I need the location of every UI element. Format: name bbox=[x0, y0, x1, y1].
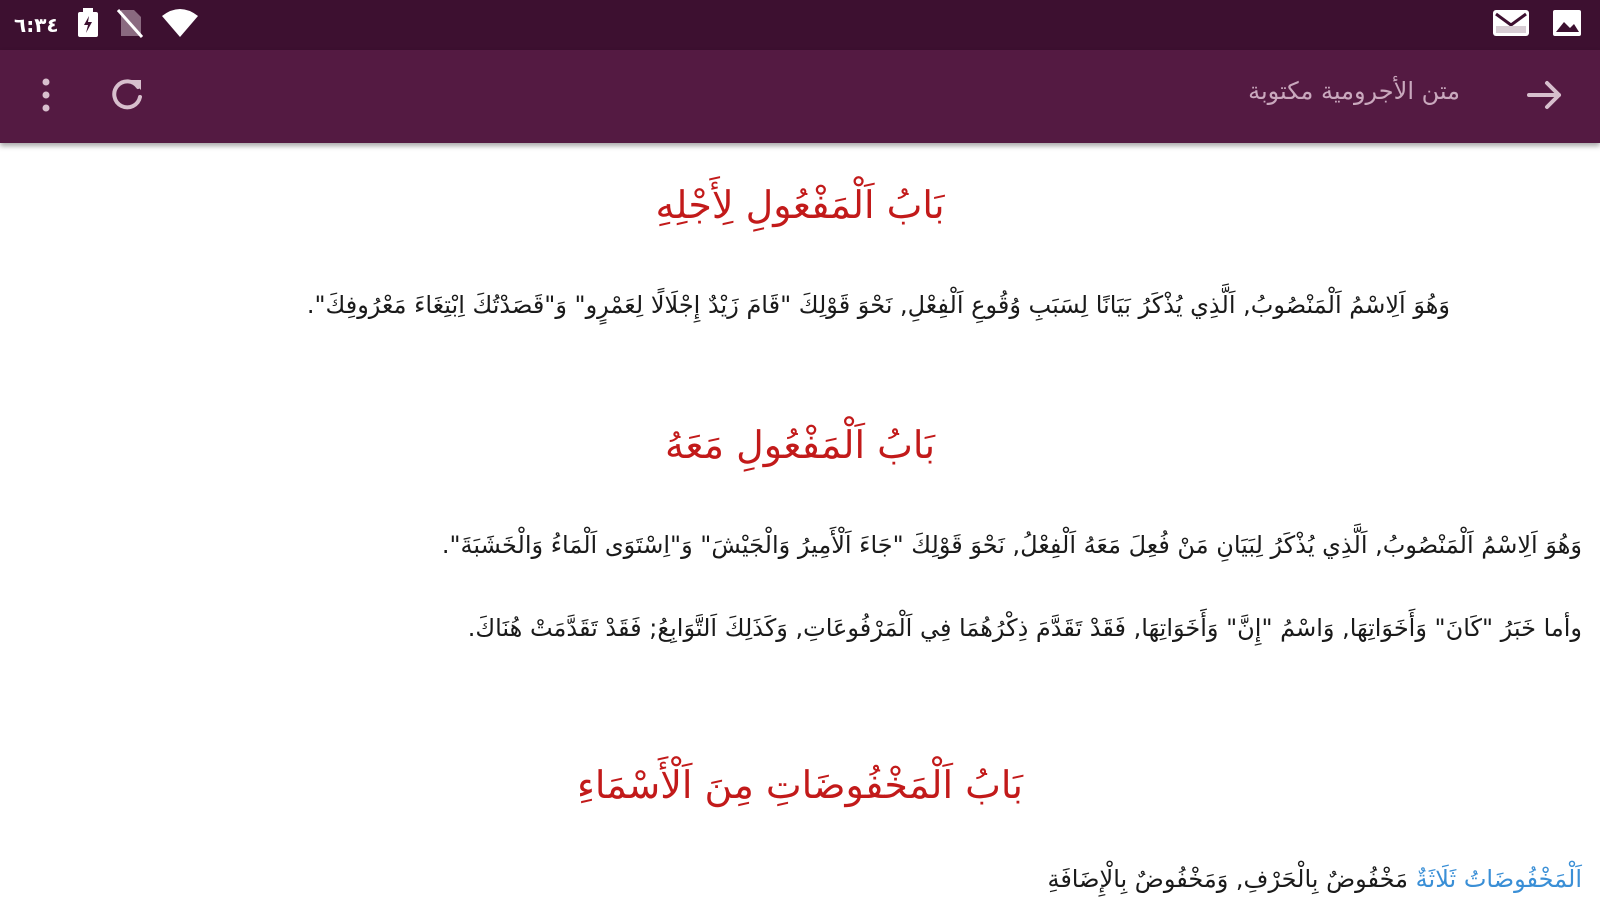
status-bar bbox=[0, 0, 1600, 50]
status-right-group bbox=[1492, 8, 1582, 42]
partial-paragraph-makhfudat bbox=[1047, 865, 1582, 893]
paragraph-maful-maahu: وَهُوَ اَلِاسْمُ اَلْمَنْصُوبُ, اَلَّذِي يُذْكَرُ لِبَيَانِ مَنْ فُعِلَ مَعَهُ اَلْفِعْلُ, نَحْوَ قَوْلِكَ "جَاءَ اَلْأَمِيرُ وَالْجَيْشَ" وَ"اِسْتَوَى اَلْمَاءُ وَالْخَشَبَةَ". bbox=[441, 531, 1582, 559]
wifi-icon bbox=[161, 8, 199, 42]
paragraph-khabar-kana: وأما خَبَرُ "كَانَ" وَأَخَوَاتِهَا, وَاسْمُ "إِنَّ" وَأَخَوَاتِهَا, فَقَدْ تَقَدَّمَ ذِكْرُهُمَا فِي اَلْمَرْفُوعَاتِ, وَكَذَلِكَ اَلتَّوَابِعُ; فَقَدْ تَقَدَّمَتْ هُنَاكَ. bbox=[467, 614, 1582, 642]
section-heading-maful-maahu: بَابُ اَلْمَفْعُولِ مَعَهُ bbox=[664, 423, 936, 467]
refresh-button[interactable] bbox=[102, 72, 152, 122]
back-arrow-icon bbox=[1525, 75, 1565, 119]
page-title: متن الأجرومية مكتوبة bbox=[1248, 77, 1460, 105]
app-bar bbox=[0, 50, 1600, 143]
section-heading-maful-liajlihi: بَابُ اَلْمَفْعُولِ لِأَجْلِهِ bbox=[655, 183, 945, 227]
overflow-menu-button[interactable] bbox=[26, 72, 66, 122]
status-left-group bbox=[14, 8, 199, 42]
content-area[interactable] bbox=[0, 143, 1600, 900]
status-time: ٦:٣٤ bbox=[14, 13, 59, 37]
email-notification-icon bbox=[1492, 8, 1530, 42]
partial-paragraph-text: مَخْفُوضٌ بِالْحَرْفِ, وَمَخْفُوضٌ بِالْإِضَافَةِ bbox=[1047, 865, 1416, 893]
inline-link[interactable]: اَلْمَخْفُوضَاتُ ثَلَاثَةٌ bbox=[1415, 865, 1582, 893]
battery-icon bbox=[77, 8, 99, 42]
paragraph-maful-liajlihi: وَهُوَ اَلِاسْمُ اَلْمَنْصُوبُ, اَلَّذِي يُذْكَرُ بَيَانًا لِسَبَبِ وُقُوعِ اَلْفِعْلِ, نَحْوَ قَوْلِكَ "قَامَ زَيْدٌ إِجْلَالًا لِعَمْرٍو" وَ"قَصَدْتُكَ اِبْتِغَاءَ مَعْرُوفِكَ". bbox=[306, 291, 1450, 319]
back-button[interactable] bbox=[1520, 72, 1570, 122]
no-sim-icon bbox=[117, 8, 143, 42]
more-vert-icon bbox=[40, 77, 52, 117]
refresh-icon bbox=[107, 75, 147, 119]
section-heading-makhfudat: بَابُ اَلْمَخْفُوضَاتِ مِنَ اَلْأَسْمَاءِ bbox=[576, 763, 1024, 807]
image-notification-icon bbox=[1552, 8, 1582, 42]
